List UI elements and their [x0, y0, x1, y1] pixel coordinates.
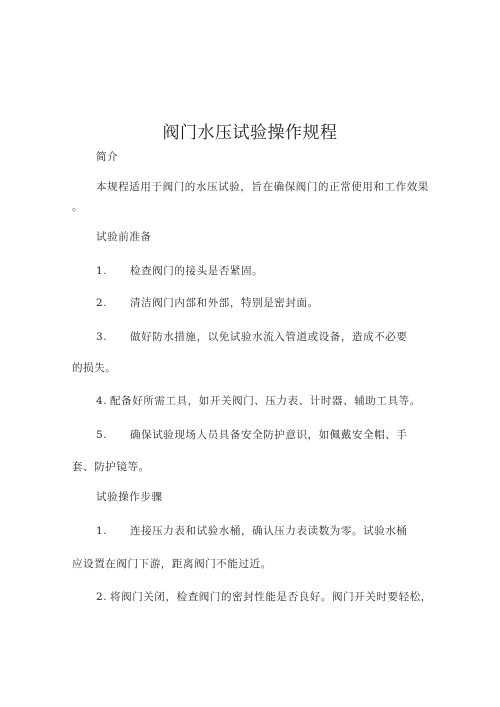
prep-item-number: 5.: [96, 429, 108, 441]
document-title: 阀门水压试验操作规程: [162, 123, 338, 143]
prep-item-text: 检查阀门的接头是否紧固。: [130, 265, 264, 277]
prep-item-continuation: 的损失。: [72, 362, 117, 374]
intro-paragraph-line-1: 本规程适用于阀门的水压试验，旨在确保阀门的正常使用和工作效果: [96, 181, 429, 193]
prep-item-text: 做好防水措施，以免试验水流入管道或设备，造成不必要: [130, 331, 408, 343]
step-item-continuation: 应设置在阀门下游，距离阀门不能过近。: [72, 558, 272, 570]
step-item-text: 连接压力表和试验水桶，确认压力表读数为零。试验水桶: [130, 525, 408, 537]
prep-item-number: 3.: [96, 331, 108, 343]
prep-item-text: 清洁阀门内部和外部，特别是密封面。: [130, 297, 319, 309]
section-heading-steps: 试验操作步骤: [96, 491, 163, 503]
prep-item-number: 1.: [96, 265, 108, 277]
prep-item-continuation: 套、防护镜等。: [72, 461, 150, 473]
step-item-text: 将阀门关闭，检查阀门的密封性能是否良好。阀门开关时要轻松，: [110, 591, 432, 603]
step-item-number: 2.: [96, 591, 108, 603]
prep-item-text: 配备好所需工具，如开关阀门、压力表、计时器、辅助工具等。: [110, 395, 421, 407]
prep-item-number: 2.: [96, 297, 108, 309]
intro-paragraph-line-2: 。: [72, 201, 84, 213]
prep-item-text: 确保试验现场人员具备安全防护意识，如佩戴安全帽、手: [130, 429, 408, 441]
prep-item-number: 4.: [96, 395, 108, 407]
section-heading-preparation: 试验前准备: [96, 231, 152, 243]
section-heading-intro: 简介: [96, 151, 119, 163]
step-item-number: 1.: [96, 525, 108, 537]
